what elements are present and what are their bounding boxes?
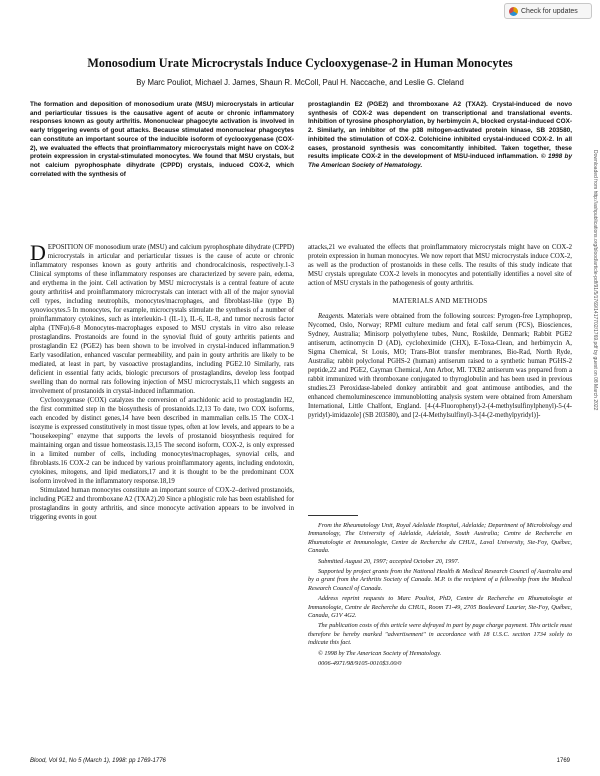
- body-column-right: [308, 243, 572, 420]
- crossmark-icon: [509, 7, 518, 16]
- intro-paragraph-1-text: EPOSITION OF monosodium urate (MSU) and calcium pyrophosphate dihydrate (CPPD) microcrystals in articular and periarticular tissues is the cause of acute or chronic inflammatory responses known as gouty arthritis and chondrocalcinosis, respectively.1-3 Clinical symptoms of these inflammatory responses are characterized by severe pain, edema, and erythema in the joint. Cell activation by MSU microcrystals is a central feature of acute gouty arthritis4 and proinflammatory microcrystals can interact with all of the major synovial cell types, including neutrophils, monocytes/macrophages, and fibroblast-like (type B) synoviocytes.5 In monocytes, for example, microcrystals stimulate the synthesis of a number of proinflammatory cytokines, such as interleukin-1 (IL-1), IL-6, IL-8, and tumor necrosis factor alpha (TNFα).6-8 Monocytes-macrophages exposed to MSU crystals in vitro also release prostaglandins. Prostanoids are found in the synovial fluid of gouty arthritis patients and prostaglandin E2 (PGE2) has been shown to be involved in crystal-induced inflammation.9 Early vasodilation, enhanced vascular permeability, and pain in gouty arthritis are likely to be mediated, at least in part, by vasoactive prostaglandins, including PGE2.10 Similarly, rats deficient in essential fatty acids, biologic precursors of prostaglandins, develop less footpad swelling than do normal rats following injection of MSU microcrystals,11 which suggests an involvement of prostanoids in crystal-induced inflammation.: [30, 244, 294, 395]
- citation: Blood, Vol 91, No 5 (March 1), 1998: pp 1769-1776: [30, 758, 166, 764]
- reprints-note: Address reprint requests to Marc Pouliot, PhD, Centre de Recherche en Rhumatologie et Immunologie, Centre de Recherche du CHUL, Room T1-49, 2705 Boulevard Laurier, Ste-Foy, Québec, Canada, G1V 4G2.: [308, 595, 572, 620]
- publication-note: The publication costs of this article were defrayed in part by page charge payment. This article must therefore be hereby marked "advertisement" in accordance with 18 U.S.C. section 1734 solely to indicate this fact.: [308, 622, 572, 647]
- drop-cap: D: [30, 240, 46, 265]
- issn-note: 0006-4971/98/9105-0010$3.00/0: [318, 660, 402, 668]
- intro-paragraph-3: Stimulated human monocytes constitute an important source of COX-2–derived prostanoids, including PGE2 and thromboxane A2 (TXA2).20 Since a phlogistic role has been established for prostaglandins in gouty arthritis, and since monocyte activation appears to be involved in triggering events in gout: [30, 487, 294, 521]
- check-for-updates-label: Check for updates: [521, 7, 578, 15]
- article-title: Monosodium Urate Microcrystals Induce Cyclooxygenase-2 in Human Monocytes: [87, 56, 513, 70]
- section-heading: MATERIALS AND METHODS: [392, 298, 488, 305]
- reagents-paragraph: [308, 312, 572, 420]
- body-column-left: [30, 240, 294, 522]
- abstract-left: [30, 101, 294, 179]
- reagents-label: Reagents.: [318, 313, 345, 320]
- abstract-copyright: © 1998 by The American Society of Hematology.: [308, 153, 573, 169]
- footnote-divider: [308, 515, 358, 516]
- abstract-right: [308, 101, 572, 171]
- affiliation-note: From the Rheumatology Unit, Royal Adelaide Hospital, Adelaide; Department of Microbiology and Immunology, The University of Adelaide, Adelaide, South Australia; Centre de Recherche en Rhumatologie et Immunologie, Centre de Recherche du CHUL, Laval University, Ste-Foy, Québec, Canada.: [308, 522, 572, 555]
- abstract-left-text: The formation and deposition of monosodium urate (MSU) microcrystals in articular and periarticular tissues is the causative agent of acute or chronic inflammatory responses known as gouty arthritis. Mononuclear phagocyte activation is involved in early triggering events of gout attacks. Because stimulated mononuclear phagocytes can constitute an important source of the inducible isoform of cyclooxygenase (COX-2), we evaluated the effects that proinflammatory microcrystals might have on COX-2 protein expression in crystal-stimulated monocytes. We found that MSU crystals, but not calcium pyrophosphate dihydrate (CPPD) crystals, induced COX-2, which correlated with the synthesis of: [30, 101, 294, 178]
- support-note: Supported by project grants from the National Health & Medical Research Council of Australia and by a grant from the Arthritis Society of Canada. M.P. is the recipient of a fellowship from the Medical Research Council of Canada.: [308, 568, 572, 592]
- check-for-updates-badge[interactable]: [504, 3, 592, 19]
- dates-note: Submitted August 20, 1997; accepted October 20, 1997.: [318, 557, 460, 565]
- article-notes: [308, 522, 572, 671]
- author-list: By Marc Pouliot, Michael J. James, Shaun R. McColl, Paul H. Naccache, and Leslie G. Cleland: [136, 78, 464, 87]
- copyright-note: © 1998 by The American Society of Hematology.: [318, 649, 442, 657]
- reagents-text: Materials were obtained from the following sources: Pyrogen-free Lymphoprep, Nycomed, Oslo, Norway; RPMI culture medium and fetal calf serum (FCS), Biosciences, Sydney, Australia; Minisorp polyethylene tubes, Nunc, Roskilde, Denmark; Rabbit PGE2 antiserum, actinomycin D (AD), cycloheximide (CHX), E-Toxa-Clean, and herbimycin A, Sigma Chemical, St Louis, MO; Trans-Blot transfer membranes, Bio-Rad, North Ryde, Australia; rabbit polyclonal PGHS-2 (human) antiserum raised to a synthetic human PGHS-2 peptide,22 and PGE2, Cayman Chemical, Ann Arbor, MI. TXB2 antiserum was prepared from a rabbit immunized with thromboxane conjugated to thyroglobulin and has been used in previous studies.23 Peroxidase-labeled donkey antirabbit and goat antimouse antibodies, and the enhanced chemoluminescence immunoblotting analysis system were obtained from Amersham International, Little Chalfont, England. [4-(4-Fluorophenyl)-2-(4-methylsulfinylphenyl)-5-(4-pyridyl)-imidazole] (SB 203580), and [2-(4-Methylsulfinyl)-3-[4-(2-methylpyridyl)]-: [308, 313, 572, 419]
- intro-paragraph-1: [30, 240, 294, 396]
- download-side-note: Downloaded from http://ashpublications.org/blood/article-pdf/91/5/1769/1417702/1769.pdf by guest on 08 March 2022: [592, 150, 598, 411]
- intro-paragraph-2: Cyclooxygenase (COX) catalyzes the conversion of arachidonic acid to prostaglandin H2, the first committed step in the biosynthesis of prostanoids.12,13 To date, two COX isoforms, each encoded by distinct genes,14 have been described in mammalian cells.15 The COX-1 isozyme is expressed constitutively in most tissue types, often at low levels, and appears to be a "housekeeping" enzyme that supports the levels of prostanoid biosynthesis required for maintaining organ and tissue homeostasis.13,15 The second isoform, COX-2, is only expressed in a limited number of cells, including monocytes/macrophages, synovial cells, and fibroblasts.16 COX-2 can be induced by various proinflammatory agents, including endotoxin, cytokines, mitogens, and lipid mediators,17 and it is thought to be the predominant COX isoform involved in the inflammatory response.18,19: [30, 397, 294, 485]
- intro-paragraph-continued: attacks,21 we evaluated the effects that proinflammatory microcrystals might have on COX-2 protein expression in human monocytes. We now report that MSU microcrystals induce COX-2, as well as the production of prostanoids in these cells. The results of this study indicate that MSU crystals upregulate COX-2 levels in monocytes and potentially identifies a novel site of action of MSU crystals in the pathogenesis of gouty arthritis.: [308, 244, 572, 287]
- page-number: 1769: [556, 758, 570, 764]
- abstract-right-text: prostaglandin E2 (PGE2) and thromboxane A2 (TXA2). Crystal-induced de novo synthesis of COX-2 was dependent on transcriptional and translational events. Inhibition of tyrosine phosphorylation, by herbimycin A, blocked crystal-induced COX-2. Similarly, an inhibitor of the p38 mitogen-activated protein kinase, SB 203580, inhibited the stimulation of COX-2. Colchicine inhibited crystal-induced COX-2. In all cases, prostanoid synthesis was concomitantly inhibited. Taken together, these results implicate COX-2 in the development of MSU-induced inflammation.: [308, 101, 572, 161]
- page-footer: [30, 758, 570, 764]
